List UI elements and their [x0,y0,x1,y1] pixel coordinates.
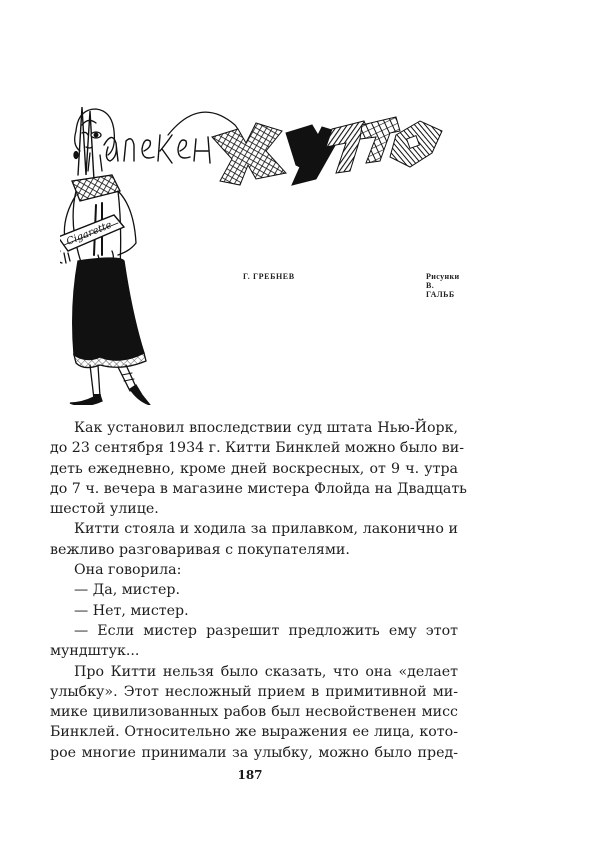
body-text [50,418,467,763]
text-line: деть ежедневно, кроме дней воскресных, от 9 ч. утра [50,460,458,477]
dialogue-line: — Если мистер разрешит предложить ему этот [74,622,458,639]
text-line: Про Китти нельзя было сказать, что она «делает [74,663,458,680]
dialogue-line: — Нет, мистер. [74,602,189,619]
text-line: до 23 сентября 1934 г. Китти Бинклей можно было ви- [50,440,465,457]
illustrator-credit: Рисунки В. ГАЛЬБ [426,272,460,299]
text-line: Как установил впоследствии суд штата Нью-Йорк, [74,420,458,436]
text-line: улыбку». Этот несложный прием в примитивной ми- [50,683,458,700]
text-line: вежливо разговаривая с покупателями. [50,541,350,558]
title-patterned-kitty [212,117,442,185]
dialogue-line: — Да, мистер. [74,582,180,599]
author-credit: Г. ГРЕБНЕВ [243,272,295,281]
text-line: до 7 ч. вечера в магазине мистера Флойда на Двадцать [50,480,467,497]
woman-figure [60,109,150,405]
text-line: мике цивилизованных рабов был несвойственен мисс [50,704,458,721]
page-number: 187 [237,768,263,782]
cigarette-box-label: Cigarette [65,219,114,248]
chapter-header-illustration [60,95,460,405]
text-line: Бинклей. Относительно же выражения ее лица, кото- [50,724,458,741]
text-line: шестой улице. [50,501,159,518]
text-line: Она говорила: [74,562,182,579]
mannequin-woman-illustration [60,95,460,405]
text-line: мундштук... [50,643,140,660]
text-line: рое многие принимали за улыбку, можно было пред- [50,744,458,761]
text-line: Китти стояла и ходила за прилавком, лаконично и [74,521,458,538]
